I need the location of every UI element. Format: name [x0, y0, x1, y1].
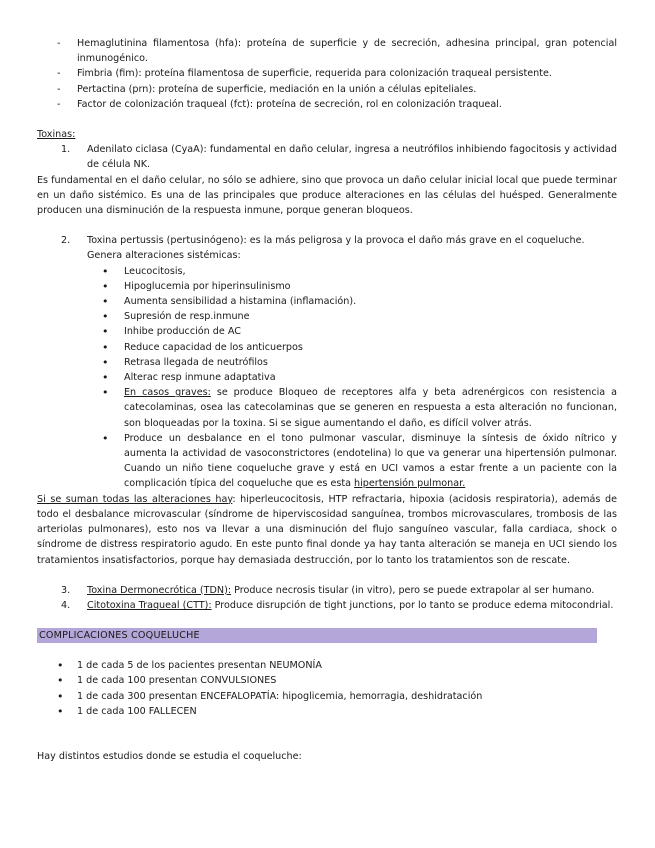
toxinas-heading: Toxinas:: [37, 129, 76, 141]
pulmonary-hypertension-term: hipertensión pulmonar.: [354, 478, 466, 490]
list-item: - Factor de colonización traqueal (fct): proteína de secreción, rol en colonización traqueal.: [37, 97, 617, 112]
list-item: • Reduce capacidad de los anticuerpos: [37, 340, 617, 355]
item-text: Adenilato ciclasa (CyaA): fundamental en daño celular, ingresa a neutrófilos inhibiendo fagocitosis y actividad de célula NK.: [87, 144, 617, 171]
item-number: 3.: [61, 584, 71, 596]
list-item: - Fimbria (fim): proteína filamentosa de superficie, requerida para colonización traqueal persistente.: [37, 66, 617, 81]
list-item: - Hemaglutinina filamentosa (hfa): proteína de superficie y de secreción, adhesina principal, gran potencial inmunogénico.: [37, 36, 617, 66]
item-number: 2.: [61, 235, 71, 247]
document-page: [37, 36, 617, 764]
complications-list: [37, 658, 617, 719]
item-text: Produce disrupción de tight junctions, por lo tanto se produce edema mitocondrial.: [211, 599, 614, 611]
toxin-item-3: [37, 583, 617, 598]
list-item: • 1 de cada 5 de los pacientes presentan NEUMONÍA: [37, 658, 617, 673]
list-item: • Leucocitosis,: [37, 264, 617, 279]
item-number: 4.: [61, 599, 71, 611]
list-item-pulmonary: [37, 431, 617, 492]
toxin-item-1: [37, 142, 617, 172]
list-item: • 1 de cada 100 FALLECEN: [37, 704, 617, 719]
list-item: • Hipoglucemia por hiperinsulinismo: [37, 279, 617, 294]
list-item: • Supresión de resp.inmune: [37, 309, 617, 324]
paragraph: Es fundamental en el daño celular, no sólo se adhiere, sino que provoca un daño celular inicial local que puede terminar en un daño sistémico. Es una de las principales que produce alteraciones en las células del huésped. Generalmente producen una disminución de la respuesta inmune, porque generan bloqueos.: [37, 174, 617, 217]
severe-label: En casos graves:: [124, 387, 211, 399]
list-item: • Aumenta sensibilidad a histamina (inflamación).: [37, 294, 617, 309]
systemic-alterations-list: [37, 264, 617, 492]
list-item-severe: [37, 385, 617, 431]
subheading: Genera alteraciones sistémicas:: [87, 250, 241, 262]
complications-heading: COMPLICACIONES COQUELUCHE: [37, 628, 597, 643]
list-item: • Retrasa llegada de neutrófilos: [37, 355, 617, 370]
adhesin-list: [37, 36, 617, 112]
toxin-item-4: [37, 598, 617, 613]
toxin-item-2: [37, 233, 617, 248]
list-item: • Alterac resp inmune adaptativa: [37, 370, 617, 385]
item-text: Produce necrosis tisular (in vitro), pero se puede extrapolar al ser humano.: [231, 584, 595, 596]
list-item: • 1 de cada 300 presentan ENCEFALOPATÍA: hipoglicemia, hemorragia, deshidratación: [37, 689, 617, 704]
closing-text: Hay distintos estudios donde se estudia el coqueluche:: [37, 750, 302, 762]
item-label: Toxina Dermonecrótica (TDN):: [87, 584, 232, 596]
list-item: • 1 de cada 100 presentan CONVULSIONES: [37, 673, 617, 688]
item-text: Toxina pertussis (pertusinógeno): es la más peligrosa y la provoca el daño más grave en el coqueluche.: [87, 235, 585, 247]
summary-paragraph: [37, 492, 617, 568]
severe-text: se produce Bloqueo de receptores alfa y beta adrenérgicos con resistencia a catecolaminas, osea las catecolaminas que se generen en respuesta a esta alteración no funcionan, son bloqueadas por la toxina. Si se sigue aumentando el daño, es difícil volver atrás.: [124, 387, 617, 429]
summary-label: Si se suman todas las alteraciones hay: [37, 493, 233, 505]
pulmonary-text: Produce un desbalance en el tono pulmonar vascular, disminuye la síntesis de óxido nítrico y aumenta la actividad de vasoconstrictores (endotelina) lo que va generar una hipertensión pulmonar. Cuando un niño tiene coqueluche grave y está en UCI vamos a estar frente a un paciente con la complicación típica del coqueluche que es esta: [124, 432, 617, 490]
item-number: 1.: [61, 144, 71, 156]
summary-text: : hiperleucocitosis, HTP refractaria, hipoxia (acidosis respiratoria), además de todo el desbalance microvascular (síndrome de hiperviscosidad sanguínea, trombos microvasculares, trombosis de las arteriolas pulmonares), esto nos va llevar a una disminución del flujo sanguíneo vascular, falla cardiaca, shock o síndrome de distress respiratorio agudo. En este punto final donde ya hay tanta alteración se maneja en UCI siendo los tratamientos insatisfactorios, porque hay demasiada destrucción, por lo tanto los tratamientos son de rescate.: [37, 493, 617, 566]
list-item: • Inhibe producción de AC: [37, 324, 617, 339]
item-label: Citotoxina Traqueal (CTT):: [87, 599, 212, 611]
list-item: - Pertactina (prn): proteína de superficie, mediación en la unión a células epiteliales.: [37, 82, 617, 97]
